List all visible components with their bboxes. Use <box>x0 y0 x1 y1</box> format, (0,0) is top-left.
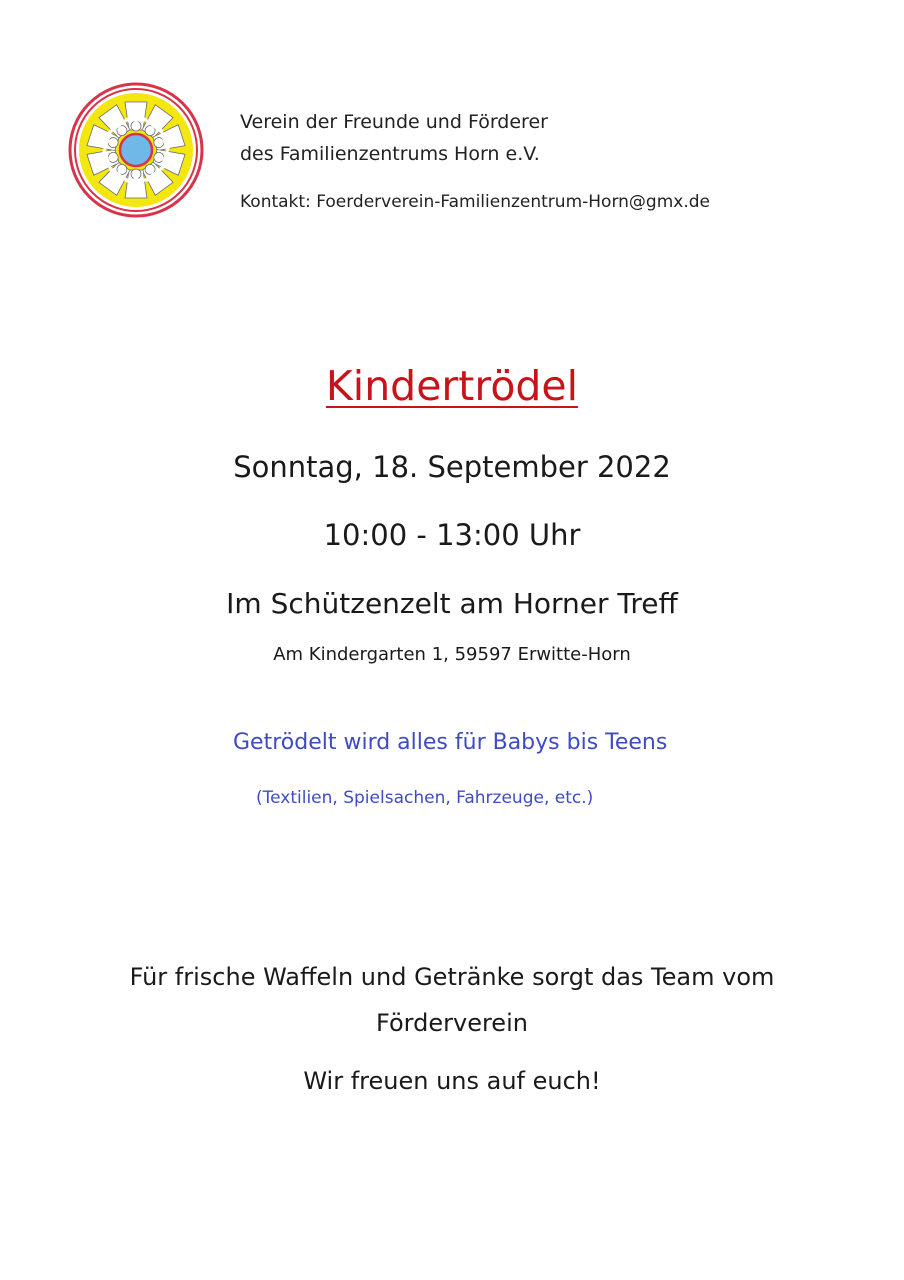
event-date: Sonntag, 18. September 2022 <box>233 450 671 484</box>
family-center-logo <box>66 80 206 220</box>
event-title-text: Kindertrödel <box>325 362 579 410</box>
event-address: Am Kindergarten 1, 59597 Erwitte-Horn <box>273 644 631 665</box>
organization-name <box>240 106 548 170</box>
waffles-note-line1: Für frische Waffeln und Getränke sorgt das Team vom <box>129 963 775 991</box>
event-title <box>0 358 904 414</box>
waffles-note-line2: Förderverein <box>376 1009 528 1037</box>
event-time: 10:00 - 13:00 Uhr <box>323 518 581 552</box>
sale-items: (Textilien, Spielsachen, Fahrzeuge, etc.) <box>256 788 594 808</box>
contact-email: Kontakt: Foerderverein-Familienzentrum-Horn@gmx.de <box>240 192 710 212</box>
closing-message: Wir freuen uns auf euch! <box>303 1067 601 1095</box>
sale-description: Getrödelt wird alles für Babys bis Teens <box>233 730 668 755</box>
event-venue: Im Schützenzelt am Horner Treff <box>226 587 678 620</box>
organization-name-line1: Verein der Freunde und Förderer <box>240 111 548 133</box>
organization-name-line2: des Familienzentrums Horn e.V. <box>240 143 540 165</box>
